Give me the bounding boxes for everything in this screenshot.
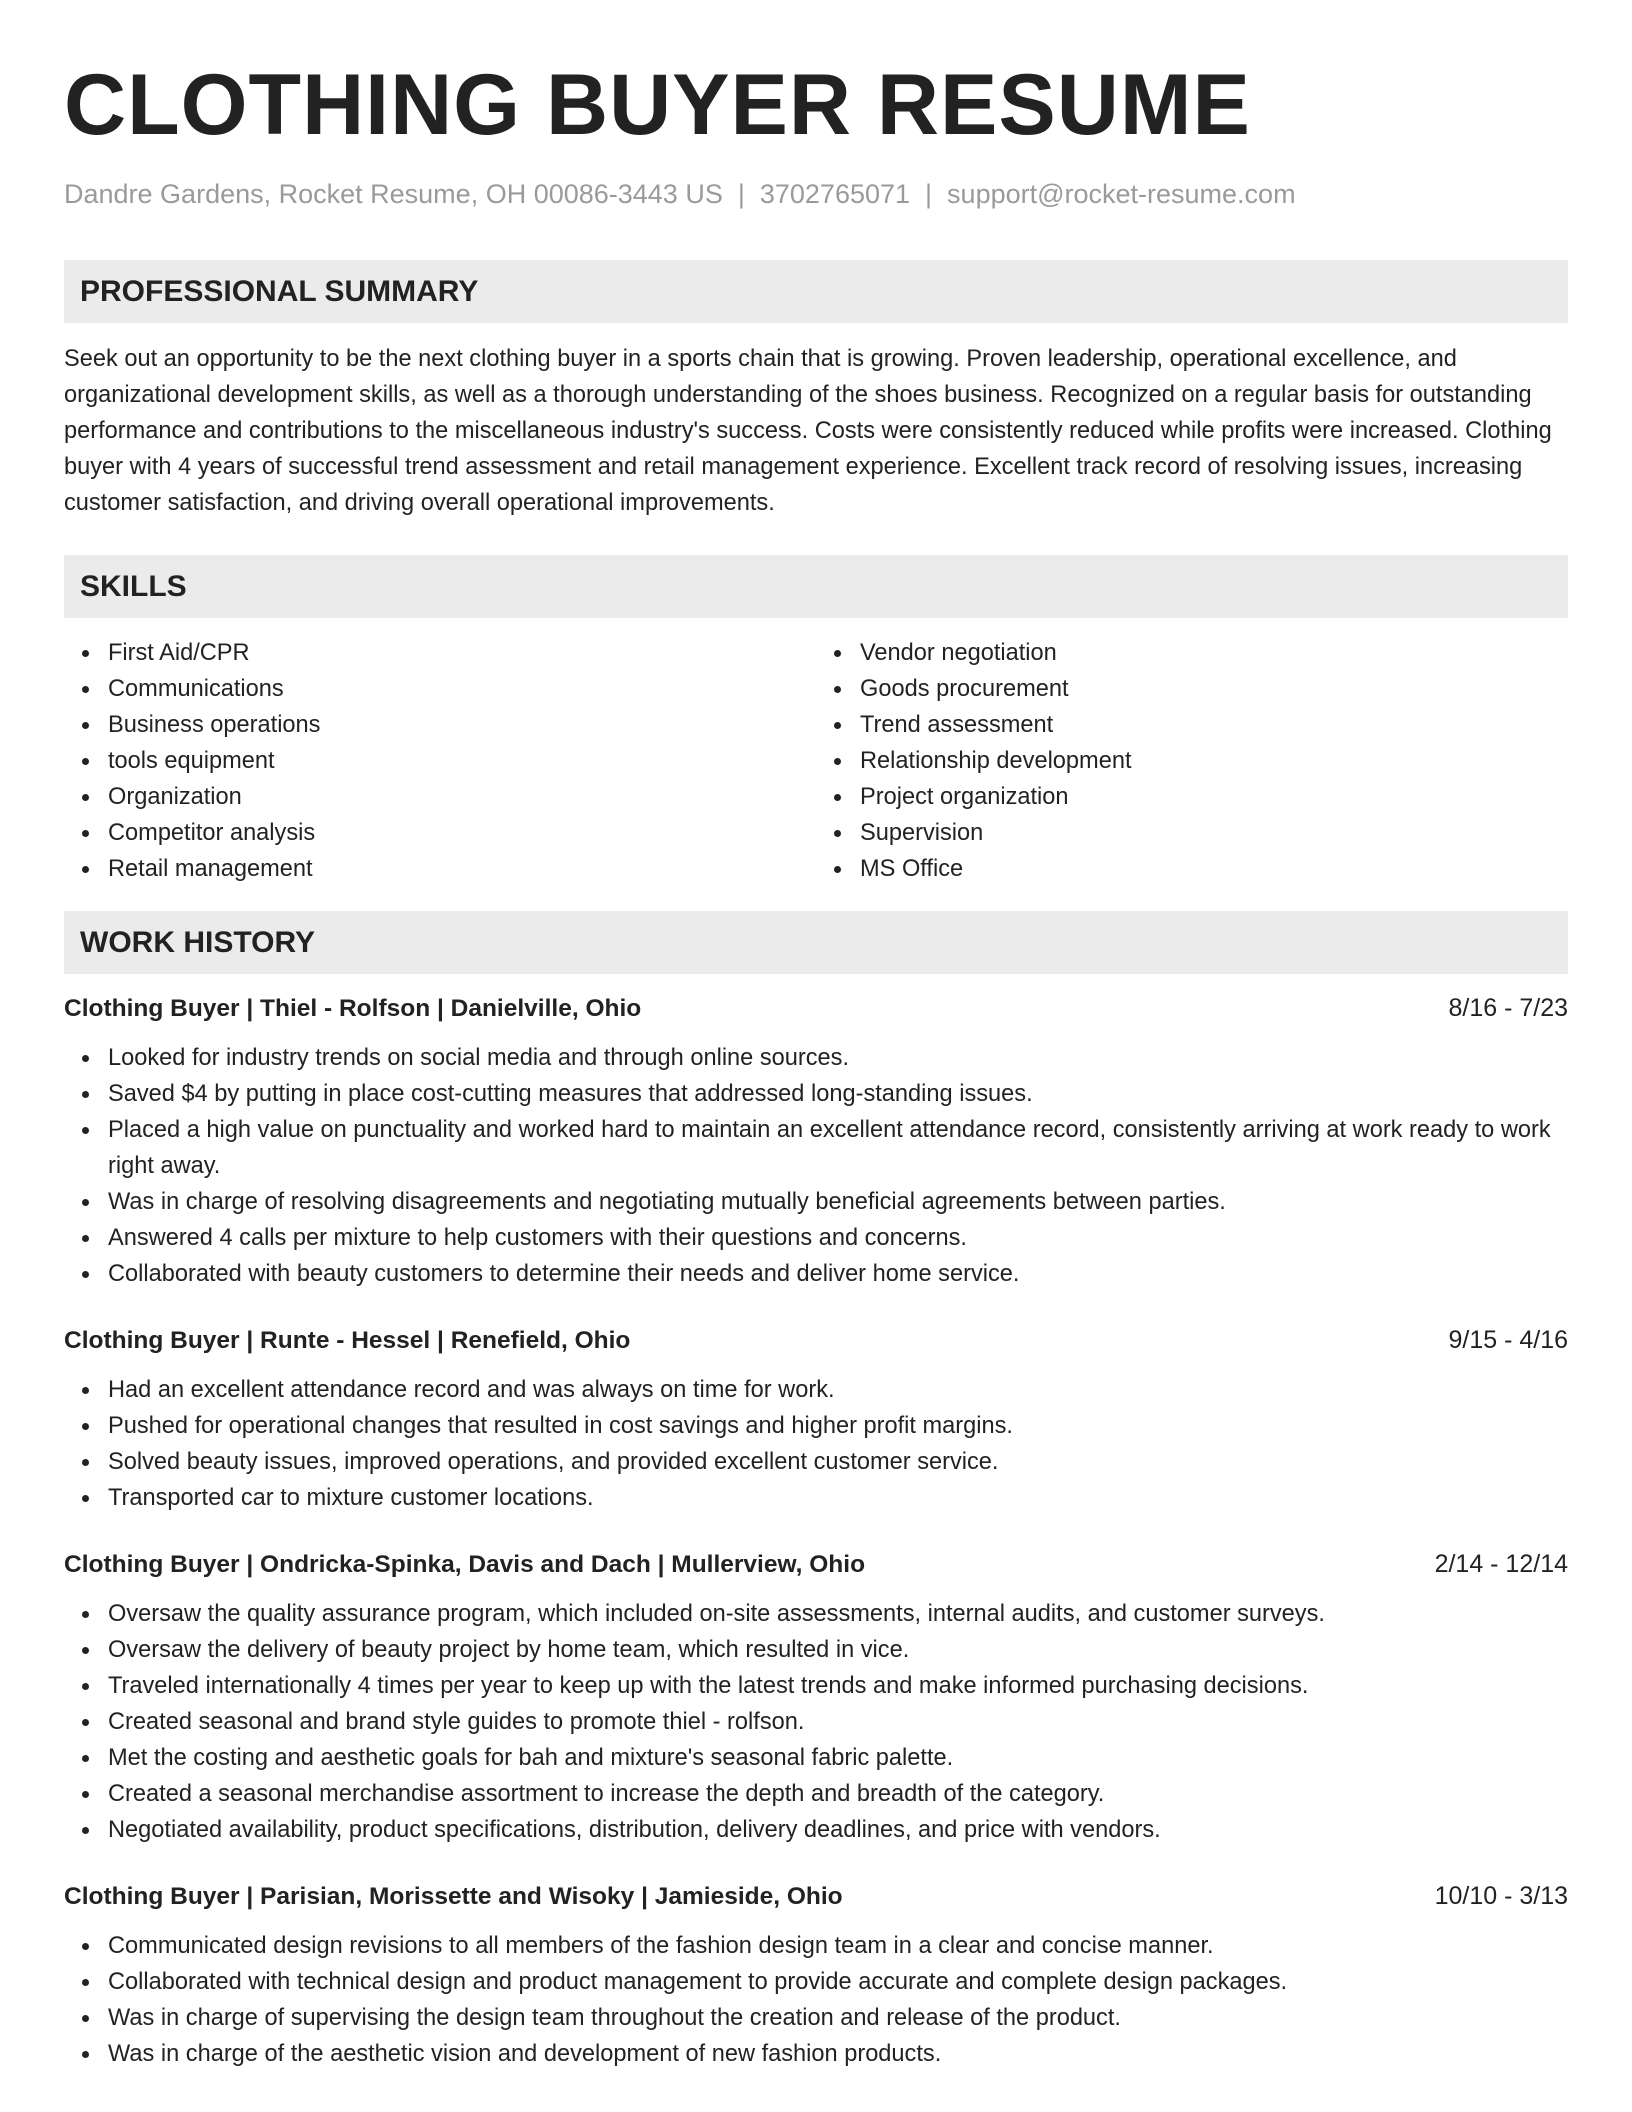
job-entry [64,994,1568,1292]
job-bullet: Was in charge of supervising the design team throughout the creation and release of the product. [108,2000,1568,2036]
job-bullet: Oversaw the quality assurance program, which included on-site assessments, internal audits, and customer surveys. [108,1596,1568,1632]
job-bullet: Answered 4 calls per mixture to help customers with their questions and concerns. [108,1220,1568,1256]
skill-item: MS Office [860,851,1568,887]
job-entry [64,1326,1568,1516]
job-bullet: Looked for industry trends on social media and through online sources. [108,1040,1568,1076]
job-header [64,1550,1568,1579]
skill-item: Relationship development [860,743,1568,779]
skill-item: Organization [108,779,816,815]
skill-item: Business operations [108,707,816,743]
job-entry [64,1882,1568,2072]
job-bullet: Transported car to mixture customer locations. [108,1480,1568,1516]
skill-item: First Aid/CPR [108,635,816,671]
job-bullet: Negotiated availability, product specifications, distribution, delivery deadlines, and price with vendors. [108,1812,1568,1848]
resume-title: CLOTHING BUYER RESUME [64,57,1251,153]
job-bullet: Placed a high value on punctuality and worked hard to maintain an excellent attendance record, consistently arriving at work ready to work right away. [108,1112,1568,1184]
skill-item: Vendor negotiation [860,635,1568,671]
contact-phone: 3702765071 [759,179,911,209]
job-bullet: Pushed for operational changes that resulted in cost savings and higher profit margins. [108,1408,1568,1444]
job-title: Clothing Buyer | Ondricka-Spinka, Davis and Dach | Mullerview, Ohio [64,1551,866,1579]
section-header-work-history: WORK HISTORY [64,911,1568,974]
contact-address: Dandre Gardens, Rocket Resume, OH 00086-3443 US [64,179,723,209]
contact-separator: | [925,179,933,209]
job-bullet: Traveled internationally 4 times per year to keep up with the latest trends and make informed purchasing decisions. [108,1668,1568,1704]
job-header [64,1882,1568,1911]
skills-list-left [64,635,816,887]
job-bullet: Collaborated with technical design and product management to provide accurate and complete design packages. [108,1964,1568,2000]
job-bullet: Collaborated with beauty customers to determine their needs and deliver home service. [108,1256,1568,1292]
skills-grid [64,635,1568,887]
job-bullet: Solved beauty issues, improved operations, and provided excellent customer service. [108,1444,1568,1480]
skill-item: tools equipment [108,743,816,779]
summary-text: Seek out an opportunity to be the next clothing buyer in a sports chain that is growing. Proven leadership, operational excellence, and organizational development skills, as well as a thorough understanding of the shoes business. Recognized on a regular basis for outstanding performance and contributions to the miscellaneous industry's success. Costs were consistently reduced while profits were increased. Clothing buyer with 4 years of successful trend assessment and retail management experience. Excellent track record of resolving issues, increasing customer satisfaction, and driving overall operational improvements. [64,346,1552,517]
job-dates: 8/16 - 7/23 [1448,994,1568,1023]
job-bullet: Created seasonal and brand style guides to promote thiel - rolfson. [108,1704,1568,1740]
job-dates: 2/14 - 12/14 [1434,1550,1568,1579]
job-dates: 10/10 - 3/13 [1434,1882,1568,1911]
job-title: Clothing Buyer | Parisian, Morissette and Wisoky | Jamieside, Ohio [64,1883,843,1911]
job-bullet: Had an excellent attendance record and was always on time for work. [108,1372,1568,1408]
section-header-summary: PROFESSIONAL SUMMARY [64,260,1568,323]
job-header [64,994,1568,1023]
skill-item: Project organization [860,779,1568,815]
job-bullets [64,1928,1568,2072]
job-title: Clothing Buyer | Runte - Hessel | Renefield, Ohio [64,1327,631,1355]
job-bullets [64,1040,1568,1292]
job-bullet: Created a seasonal merchandise assortment to increase the depth and breadth of the category. [108,1776,1568,1812]
job-bullets [64,1372,1568,1516]
skill-item: Goods procurement [860,671,1568,707]
job-bullet: Communicated design revisions to all members of the fashion design team in a clear and concise manner. [108,1928,1568,1964]
job-bullet: Was in charge of the aesthetic vision and development of new fashion products. [108,2036,1568,2072]
section-header-skills: SKILLS [64,555,1568,618]
job-entry [64,1550,1568,1848]
skill-item: Competitor analysis [108,815,816,851]
job-bullet: Oversaw the delivery of beauty project by home team, which resulted in vice. [108,1632,1568,1668]
skill-item: Retail management [108,851,816,887]
contact-line [64,178,1568,210]
job-bullet: Met the costing and aesthetic goals for bah and mixture's seasonal fabric palette. [108,1740,1568,1776]
job-header [64,1326,1568,1355]
skills-list-right [816,635,1568,887]
contact-email: support@rocket-resume.com [947,179,1296,209]
skill-item: Communications [108,671,816,707]
job-bullet: Was in charge of resolving disagreements and negotiating mutually beneficial agreements between parties. [108,1184,1568,1220]
skill-item: Trend assessment [860,707,1568,743]
job-title: Clothing Buyer | Thiel - Rolfson | Danielville, Ohio [64,995,642,1023]
job-dates: 9/15 - 4/16 [1448,1326,1568,1355]
job-bullet: Saved $4 by putting in place cost-cutting measures that addressed long-standing issues. [108,1076,1568,1112]
contact-separator: | [737,179,745,209]
job-bullets [64,1596,1568,1848]
skill-item: Supervision [860,815,1568,851]
